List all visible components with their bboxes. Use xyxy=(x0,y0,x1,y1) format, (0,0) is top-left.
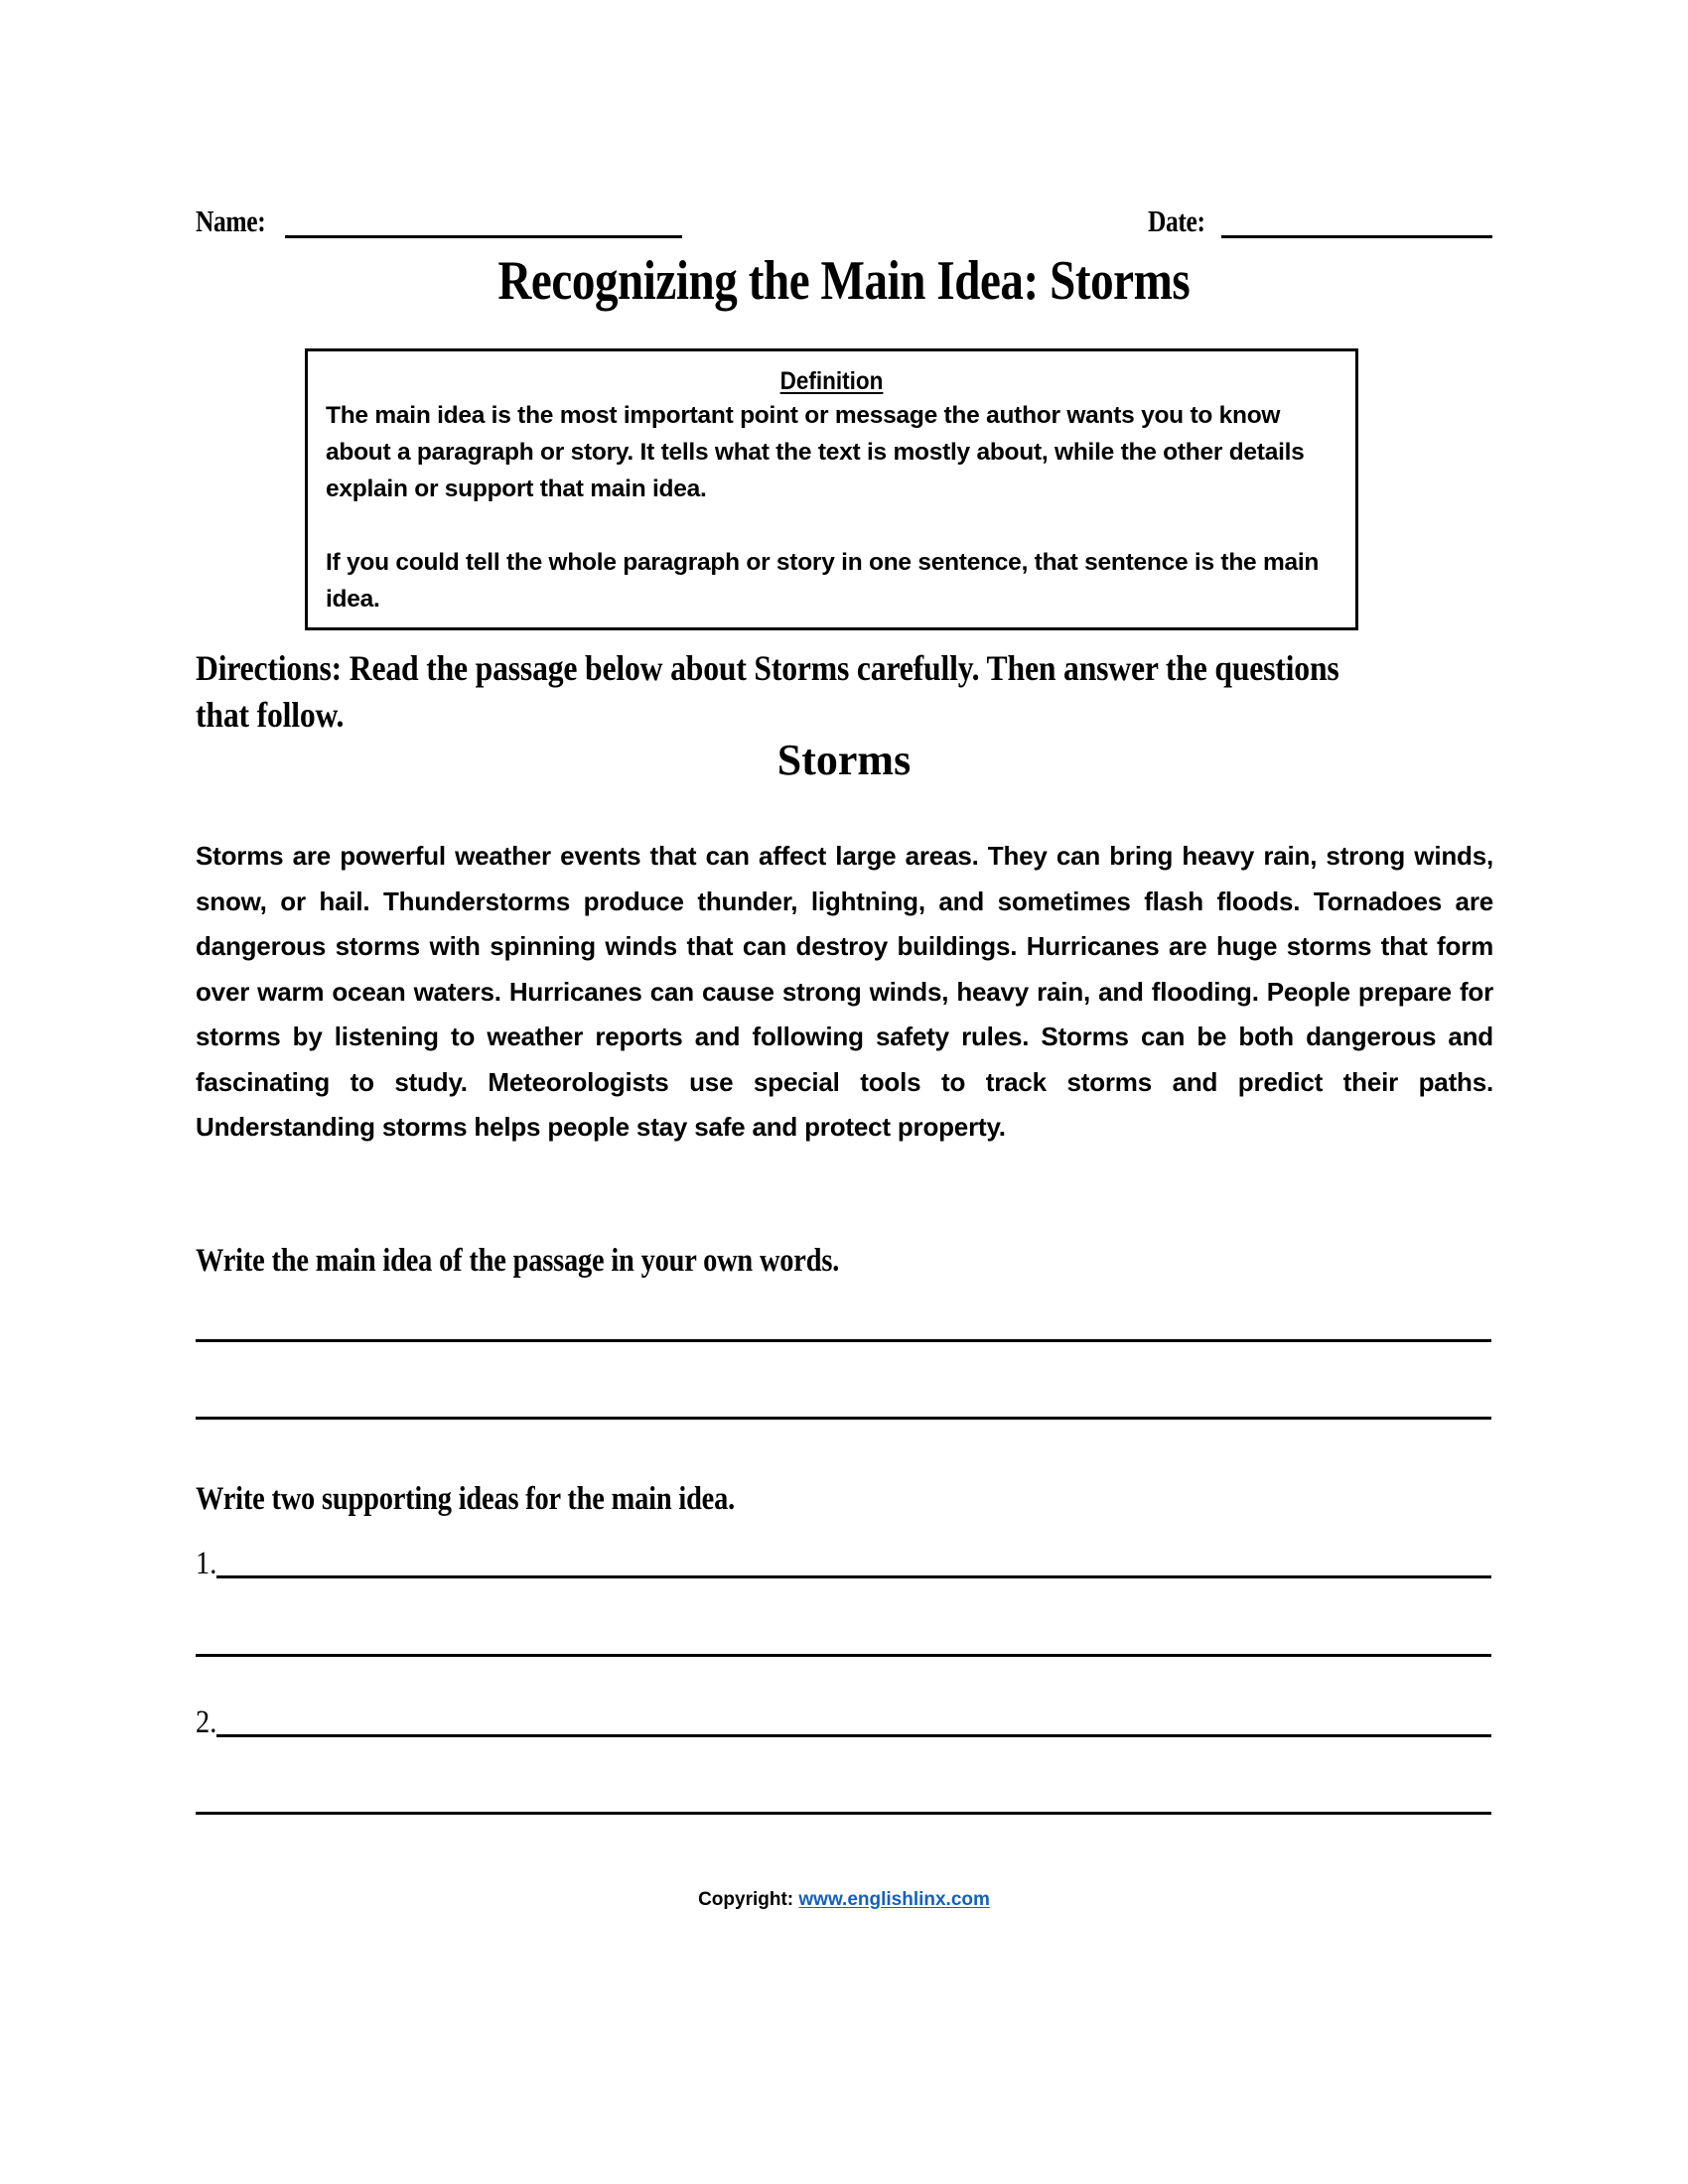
supporting-idea-1-row xyxy=(196,1546,1491,1581)
definition-paragraph-2: If you could tell the whole paragraph or story in one sentence, that sentence is the main idea. xyxy=(326,549,1320,613)
name-write-in-line[interactable] xyxy=(285,209,682,238)
date-write-in-line[interactable] xyxy=(1221,209,1492,238)
name-field-group xyxy=(196,205,682,238)
copyright-label: Copyright: xyxy=(698,1889,799,1910)
footer xyxy=(0,1888,1688,1912)
date-label: Date: xyxy=(1147,204,1205,238)
supporting-ideas-prompt xyxy=(196,1479,822,1519)
page-title-text: Recognizing the Main Idea: Storms xyxy=(497,250,1191,312)
main-idea-prompt xyxy=(196,1241,944,1281)
passage-paragraph: Storms are powerful weather events that can affect large areas. They can bring heavy rain, strong winds, snow, or hail. Thunderstorms produce thunder, lightning, and sometimes flash floods. Tornadoes are dangerous storms with spinning winds that can destroy buildings. Hurricanes are huge storms that form over warm ocean waters. Hurricanes can cause strong winds, heavy rain, and flooding. People prepare for storms by listening to weather reports and following safety rules. Storms can be both dangerous and fascinating to study. Meteorologists use special tools to track storms and predict their paths. Understanding storms helps people stay safe and protect property. xyxy=(196,841,1493,1142)
supporting-idea-2-number: 2. xyxy=(196,1705,217,1740)
definition-box xyxy=(305,348,1358,630)
supporting-idea-1-answer-line[interactable] xyxy=(216,1552,1491,1578)
supporting-idea-1-number: 1. xyxy=(196,1546,217,1581)
passage-body xyxy=(196,834,1493,1151)
directions-text xyxy=(196,645,1506,739)
supporting-idea-2-answer-line-2[interactable] xyxy=(196,1812,1491,1815)
main-idea-prompt-text: Write the main idea of the passage in your own words. xyxy=(196,1243,840,1279)
date-field-group xyxy=(1148,205,1492,238)
supporting-idea-1-answer-line-2[interactable] xyxy=(196,1654,1491,1657)
definition-body xyxy=(326,397,1337,617)
supporting-idea-2-row xyxy=(196,1705,1491,1740)
definition-paragraph-1: The main idea is the most important point or message the author wants you to know about a paragraph or story. It tells what the text is mostly about, while the other details explain or support that main idea. xyxy=(326,402,1305,502)
page-title xyxy=(0,250,1688,312)
passage-title: Storms xyxy=(776,736,912,784)
main-idea-answer-line-1[interactable] xyxy=(196,1339,1491,1342)
definition-heading: Definition xyxy=(779,367,884,395)
definition-spacer xyxy=(326,507,1337,544)
name-label: Name: xyxy=(196,204,266,238)
student-info-header xyxy=(196,195,1492,238)
copyright-url-link[interactable]: www.englishlinx.com xyxy=(798,1889,990,1910)
main-idea-answer-line-2[interactable] xyxy=(196,1417,1491,1420)
supporting-ideas-prompt-text: Write two supporting ideas for the main idea. xyxy=(196,1481,736,1517)
directions-label: Directions: Read the passage below about Storms carefully. Then answer the questions that follow. xyxy=(196,648,1339,735)
supporting-idea-2-answer-line[interactable] xyxy=(216,1710,1491,1737)
